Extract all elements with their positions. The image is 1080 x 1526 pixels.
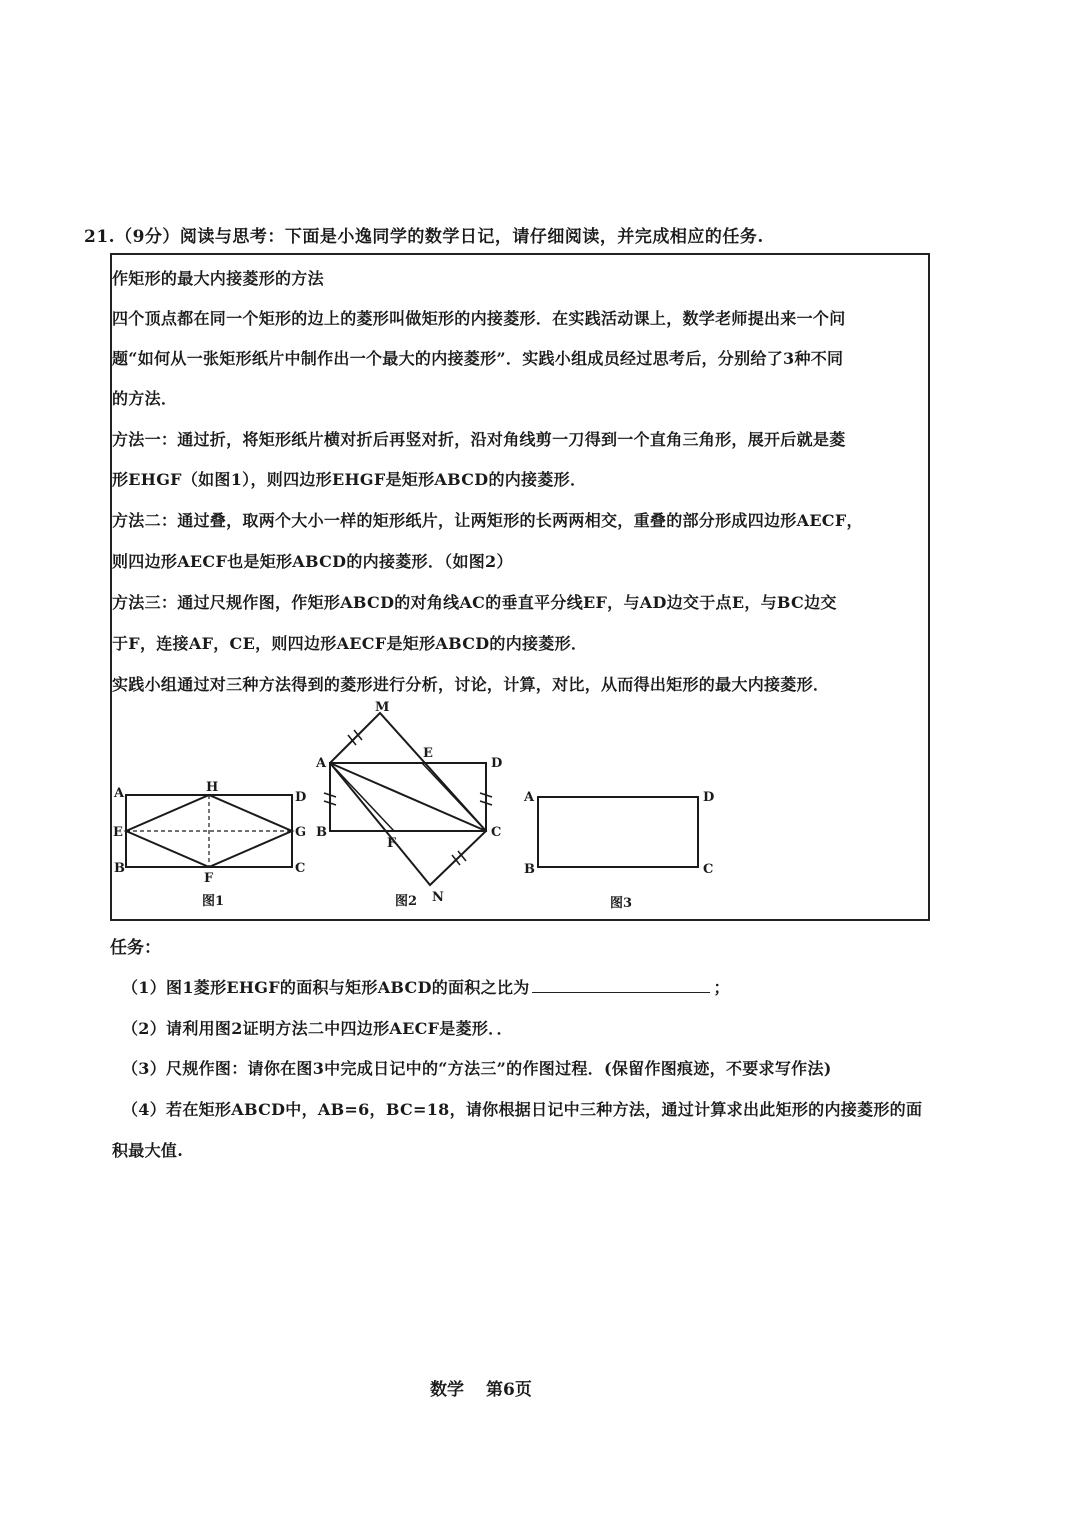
fig2-diagonal-AC [330, 763, 486, 831]
fig2-tilted-rectangle [330, 713, 486, 885]
fig3-caption: 图3 [610, 896, 633, 911]
diary-line-3: 的方法． [112, 389, 178, 408]
fig2-label-M: M [375, 700, 390, 715]
diary-line-6: 方法二：通过叠，取两个大小一样的矩形纸片，让两矩形的长两两相交，重叠的部分形成四边形AECF， [112, 511, 863, 530]
diary-line-9: 于F，连接AF，CE，则四边形AECF是矩形ABCD的内接菱形． [112, 634, 588, 653]
fig3-rectangle [538, 797, 698, 867]
fig2-segment-EC [422, 763, 486, 831]
fig2-label-B: B [316, 825, 327, 840]
fig2-label-A: A [316, 756, 327, 771]
fig2-label-N: N [432, 890, 444, 905]
tasks-title: 任务： [110, 938, 161, 958]
fig2-label-C: C [491, 825, 502, 840]
task-4-line-1: （4）若在矩形ABCD中，AB=6，BC=18，请你根据日记中三种方法，通过计算求出此矩形的内接菱形的面 [122, 1100, 923, 1119]
fig1-label-C: C [295, 861, 306, 876]
fig1-caption: 图1 [202, 894, 225, 909]
figure-2 [324, 713, 492, 885]
diary-line-5: 形EHGF（如图1），则四边形EHGF是矩形ABCD的内接菱形． [112, 470, 587, 489]
task-1-text: （1）图1菱形EHGF的面积与矩形ABCD的面积之比为 [122, 978, 530, 997]
task-1-answer-blank[interactable] [532, 976, 710, 993]
task-1-end: ； [713, 978, 730, 997]
diary-line-7: 则四边形AECF也是矩形ABCD的内接菱形．（如图2） [112, 552, 513, 571]
figure-3 [538, 797, 698, 867]
fig2-label-E: E [423, 746, 433, 761]
fig3-label-C: C [703, 862, 714, 877]
fig1-label-G: G [295, 825, 307, 840]
question-header: 21.（9分）阅读与思考：下面是小逸同学的数学日记，请仔细阅读，并完成相应的任务. [84, 227, 764, 247]
task-2: （2）请利用图2证明方法二中四边形AECF是菱形．． [122, 1019, 513, 1038]
page-footer [430, 1375, 554, 1400]
diary-title: 作矩形的最大内接菱形的方法 [112, 269, 324, 288]
task-4-line-2: 积最大值. [112, 1141, 184, 1160]
fig1-label-F: F [204, 871, 214, 886]
diary-line-8: 方法三：通过尺规作图，作矩形ABCD的对角线AC的垂直平分线EF，与AD边交于点E，与BC边交 [112, 593, 837, 612]
diary-line-4: 方法一：通过折，将矩形纸片横对折后再竖对折，沿对角线剪一刀得到一个直角三角形，展开后就是菱 [112, 430, 846, 449]
footer-subject: 数学 [430, 1380, 464, 1400]
footer-page-number: 第6页 [486, 1380, 532, 1400]
diary-line-10: 实践小组通过对三种方法得到的菱形进行分析，讨论，计算，对比，从而得出矩形的最大内接菱形． [112, 675, 830, 694]
figures-svg [110, 695, 930, 920]
fig1-label-D: D [295, 790, 307, 805]
figures-area [110, 695, 930, 920]
fig1-label-E: E [113, 825, 123, 840]
fig1-label-B: B [114, 861, 125, 876]
diary-line-2: 题“如何从一张矩形纸片中制作出一个最大的内接菱形”．实践小组成员经过思考后，分别给了3种不同 [112, 349, 844, 368]
fig3-label-D: D [703, 790, 715, 805]
fig1-label-H: H [206, 780, 219, 795]
fig2-caption: 图2 [395, 894, 418, 909]
task-1 [122, 975, 730, 998]
diary-line-1: 四个顶点都在同一个矩形的边上的菱形叫做矩形的内接菱形．在实践活动课上，数学老师提出来一个问 [112, 309, 846, 328]
task-3: （3）尺规作图：请你在图3中完成日记中的“方法三”的作图过程．(保留作图痕迹，不要求写作法) [122, 1059, 832, 1078]
fig1-label-A: A [114, 786, 125, 801]
fig3-label-B: B [524, 862, 535, 877]
fig2-label-D: D [491, 756, 503, 771]
figure-1 [126, 795, 292, 867]
fig2-label-F: F [387, 836, 397, 851]
fig3-label-A: A [524, 790, 535, 805]
fig2-segment-AF [330, 763, 394, 831]
